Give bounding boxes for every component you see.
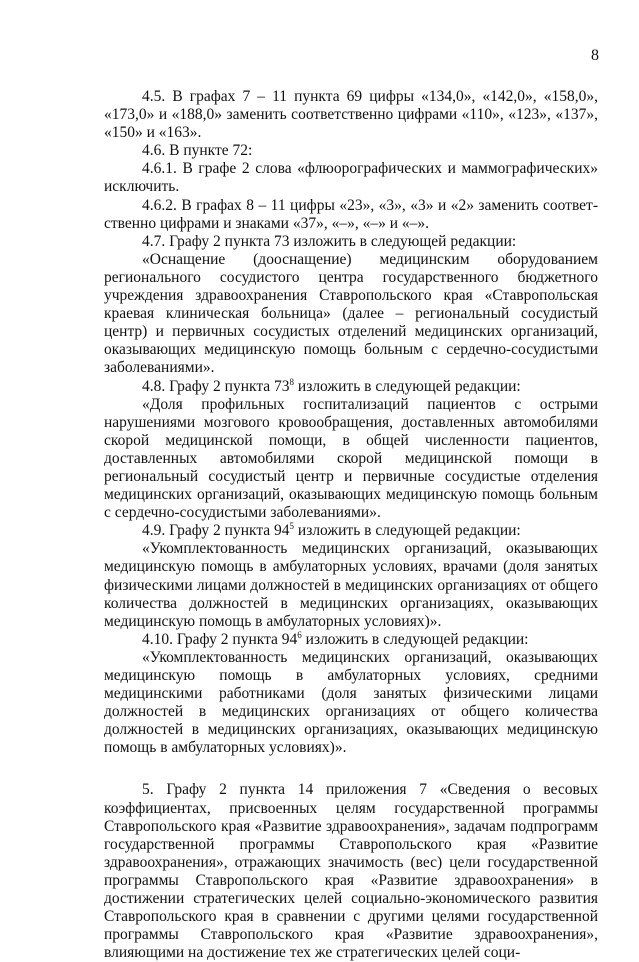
paragraph-4-7-text: «Оснащение (дооснащение) медицинским оборудованием регионального сосудистого центра государственного бюджетного учреждения здравоохранения Ставропольского края «Ставропольская краевая клиническая больница» (далее – региональный сосудистый центр) и первичных сосудистых отделений медицинских организаций, оказывающих медицинскую помощь больным с сердечно-сосудистыми заболеваниями». [104,250,598,377]
paragraph-4-10-text: «Укомплектованность медицинских организаций, оказывающих медицинскую помощь в амбулаторных условиях, средними медицинскими работниками (доля занятых физическими лицами должностей в медицинских организациях от общего количества должностей в медицинских организациях, оказывающих медицинскую помощь в амбулаторных условиях)». [104,648,598,757]
paragraph-4-9-text: «Укомплектованность медицинских организаций, оказывающих медицинскую помощь в амбулаторных условиях, врачами (доля занятых физическими лицами должностей в медицинских организациях от общего количества должностей в медицинских организациях, оказывающих медицинскую помощь в амбулаторных условиях)». [104,540,598,630]
paragraph-4-10: 4.10. Графу 2 пункта $94^6$ изложить в следующей редакции: [142,629,529,648]
paragraph-4-6-2: 4.6.2. В графах 8 – 11 цифры «23», «3», «3» и «2» заменить соответственно цифрами и знаками «37», «–», «–» и «–». [104,196,598,232]
paragraph-4-8-text: «Доля профильных госпитализаций пациентов с острыми нарушениями мозгового кровообращения, доставленных автомобилями скорой медицинской помощи, в общей численности пациентов, доставленных автомобилями скорой медицинской помощи в региональный сосудистый центр и первичные сосудистые отделения медицинских организаций, оказывающих медицинскую помощь больным с сердечно-сосудистыми заболеваниями». [104,395,598,522]
paragraph-5: 5. Графу 2 пункта 14 приложения 7 «Сведения о весовых коэффициентах, присвоенных целям государственной программы Ставропольского края «Развитие здравоохранения», задачам подпрограмм государственной программы Ставропольского края «Развитие здравоохранения», отражающих значимость (вес) цели государственной программы Ставропольского края «Развитие здравоохранения» в достижении стратегических целей социально-экономического развития Ставропольского края в сравнении с другими целями государственной программы Ставропольского края «Развитие здравоохранения», влияющими на достижение тех же стратегических целей соци- [104,781,598,962]
paragraph-4-7: 4.7. Графу 2 пункта 73 изложить в следующей редакции: [142,232,517,250]
paragraph-4-8: 4.8. Графу 2 пункта $73^8$ изложить в следующей редакции: [142,376,521,395]
superscript-5: 5 [289,521,295,532]
section-spacer [104,757,598,781]
document-body [104,88,598,962]
paragraph-4-5: 4.5. В графах 7 – 11 пункта 69 цифры «134,0», «142,0», «158,0», «173,0» и «188,0» заменить соответственно цифрами «110», «123», «137», «150» и «163». [104,88,598,142]
paragraph-4-6: 4.6. В пункте 72: [142,142,253,160]
superscript-6: 6 [297,629,302,640]
paragraph-4-9: 4.9. Графу 2 пункта $94^5$ изложить в следующей редакции: [142,521,521,540]
paragraph-4-6-1: 4.6.1. В графе 2 слова «флюорографических и маммографических» исключить. [104,160,598,196]
superscript-8: 8 [289,376,295,387]
page-number: 8 [591,47,599,64]
